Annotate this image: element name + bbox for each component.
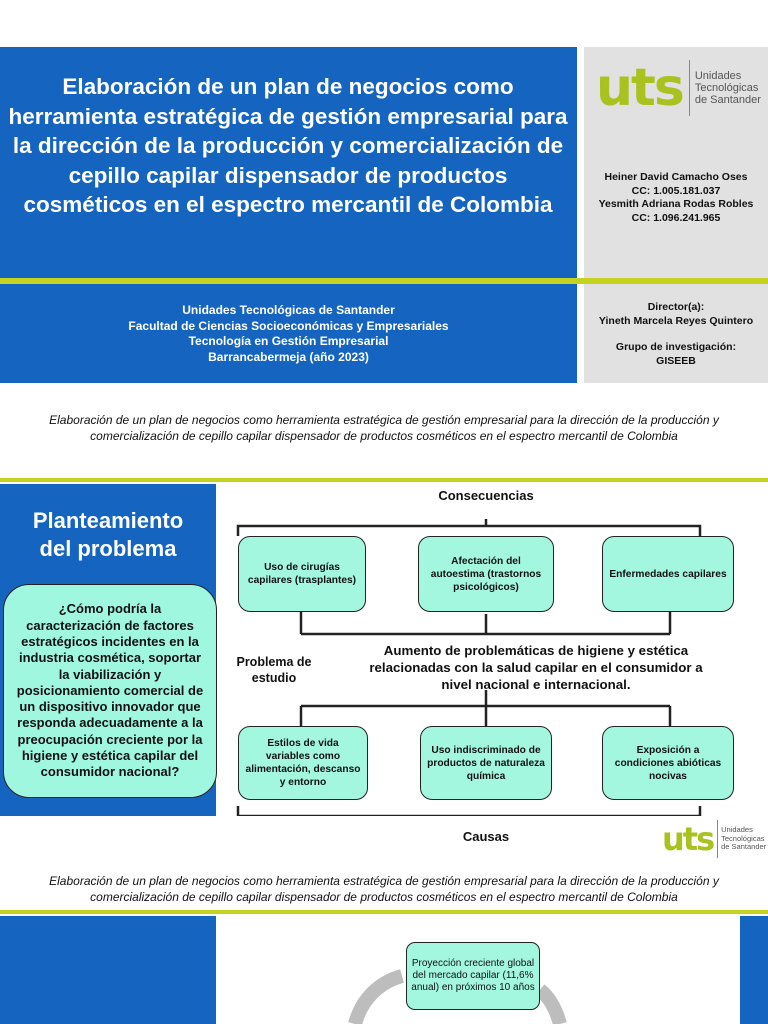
consequence-text: Afectación del autoestima (trastornos psicológicos) xyxy=(430,555,542,593)
research-question-text: ¿Cómo podría la caracterización de factores estratégicos incidentes en la industria cosmética, soportar la viabilización y posicionamiento comercial de un dispositivo innovador que responda adecuadamente a la preocupación creciente por la higiene y estética capilar del consumidor nacional? xyxy=(16,601,204,780)
market-projection-text: Proyección creciente global del mercado capilar (11,6% anual) en próximos 10 años xyxy=(411,958,535,993)
logo-institution-name xyxy=(695,70,761,106)
slide-caption xyxy=(0,873,768,905)
director-block xyxy=(584,301,768,368)
cause-box xyxy=(420,726,552,800)
divider-green xyxy=(0,478,768,482)
group-label: Grupo de investigación: xyxy=(615,341,737,353)
consequence-box xyxy=(602,536,734,612)
caption-line: Elaboración de un plan de negocios como herramienta estratégica de gestión empresarial para la dirección de la producción y xyxy=(49,874,719,888)
consequence-box xyxy=(238,536,366,612)
divider-green xyxy=(0,910,768,914)
cycle-arc xyxy=(540,990,560,1024)
caption-line: Elaboración de un plan de negocios como herramienta estratégica de gestión empresarial para la dirección de la producción y xyxy=(49,413,719,427)
problem-label-line: Problema de xyxy=(236,655,312,669)
cause-text: Exposición a condiciones abióticas nocivas xyxy=(614,744,722,782)
author-name: Yesmith Adriana Rodas Robles xyxy=(598,198,754,210)
right-accent-bar xyxy=(740,916,768,1024)
author-id: CC: 1.005.181.037 xyxy=(631,184,721,197)
logo-line: Unidades xyxy=(721,825,753,835)
problem-label-line: estudio xyxy=(251,671,297,685)
institution-block xyxy=(0,303,577,365)
problem-statement-line: relacionadas con la salud capilar en el consumidor a xyxy=(369,660,703,675)
director-name: Yineth Marcela Reyes Quintero xyxy=(598,314,754,327)
slide-caption xyxy=(0,412,768,444)
cause-box xyxy=(602,726,734,800)
institution-line: Facultad de Ciencias Socioeconómicas y Empresariales xyxy=(128,318,449,333)
problem-statement xyxy=(336,642,736,693)
divider-green xyxy=(0,278,768,284)
problem-label xyxy=(218,654,330,686)
section-title-line: Planteamiento xyxy=(32,508,184,533)
uts-logo xyxy=(596,60,761,116)
logo-line: de Santander xyxy=(694,94,761,106)
institution-line: Barrancabermeja (año 2023) xyxy=(208,349,369,364)
logo-wordmark: uts xyxy=(596,58,683,118)
bottom-bracket xyxy=(238,806,700,816)
logo-wordmark: uts xyxy=(662,820,714,858)
cause-text: Uso indiscriminado de productos de naturaleza química xyxy=(427,744,545,782)
institution-line: Unidades Tecnológicas de Santander xyxy=(182,303,395,317)
problem-statement-line: Aumento de problemáticas de higiene y estética xyxy=(383,643,689,658)
logo-line: Tecnológicas xyxy=(721,833,765,843)
uts-logo xyxy=(662,820,766,858)
section-title xyxy=(0,507,216,563)
causes-label: Causas xyxy=(462,829,510,844)
authors-block xyxy=(584,171,768,225)
consequences-label: Consecuencias xyxy=(438,488,534,503)
consequence-box xyxy=(418,536,554,612)
institution-line: Tecnología en Gestión Empresarial xyxy=(188,334,389,348)
cycle-arc xyxy=(355,976,402,1024)
thesis-title: Elaboración de un plan de negocios como herramienta estratégica de gestión empresarial para la dirección de la producción y comercialización de cepillo capilar dispensador de productos cosméticos en el espectro mercantil de Colombia xyxy=(8,74,568,217)
caption-line: comercialización de cepillo capilar dispensador de productos cosméticos en el espectro mercantil de Colombia xyxy=(90,429,678,443)
logo-line: de Santander xyxy=(721,842,767,852)
section-sidebar xyxy=(0,916,216,1024)
research-question xyxy=(3,584,217,798)
author-id: CC: 1.096.241.965 xyxy=(631,211,721,224)
top-bracket xyxy=(238,526,700,536)
logo-divider xyxy=(689,60,690,116)
logo-line: Unidades xyxy=(694,70,742,82)
cause-box xyxy=(238,726,368,800)
cause-text: Estilos de vida variables como alimentación, descanso y entorno xyxy=(245,738,361,788)
caption-line: comercialización de cepillo capilar dispensador de productos cosméticos en el espectro mercantil de Colombia xyxy=(90,890,678,904)
consequence-text: Uso de cirugías capilares (trasplantes) xyxy=(247,562,357,586)
logo-institution-name xyxy=(721,826,766,852)
logo-line: Tecnológicas xyxy=(694,82,759,94)
market-projection-box xyxy=(406,942,540,1010)
group-name: GISEEB xyxy=(656,354,696,367)
problem-statement-line: nivel nacional e internacional. xyxy=(441,677,631,692)
logo-divider xyxy=(717,820,718,858)
consequence-text: Enfermedades capilares xyxy=(609,568,727,580)
author-name: Heiner David Camacho Oses xyxy=(604,171,748,183)
section-title-line: del problema xyxy=(39,536,177,561)
director-label: Director(a): xyxy=(647,301,705,313)
